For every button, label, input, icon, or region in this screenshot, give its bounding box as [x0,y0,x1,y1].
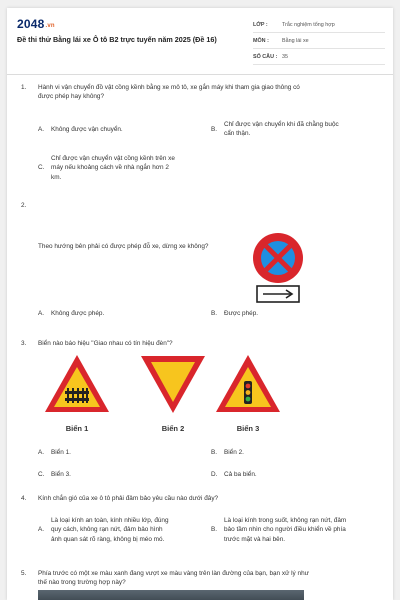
answer-option-b[interactable]: B. Được phép. [211,310,259,317]
question-number: 5. [21,570,27,577]
green-light [246,397,251,402]
sign-1-caption: Biển 1 [65,424,89,433]
answer-option-a[interactable]: A. Không được vận chuyển. [38,126,123,133]
answer-option-a[interactable]: A. Không được phép. [38,310,105,317]
exam-title: Đề thi thử Bằng lái xe Ô tô B2 trực tuyến năm 2025 (Đề 16) [17,35,217,44]
site-logo[interactable]: 2048.vn [17,17,55,31]
sign-2-give-way [138,352,208,416]
exam-header [7,8,393,70]
meta-class: LỚP : Trắc nghiệm tổng hợp [253,17,385,33]
question-text: Theo hướng bên phải có được phép đỗ xe, dừng xe không? [38,243,209,250]
question-text: Kính chắn gió của xe ô tô phải đảm bảo yêu cầu nào dưới đây? [38,495,219,502]
meta-question-count: SỐ CÂU : 35 [253,49,385,65]
sign-2-caption: Biển 2 [161,424,185,433]
answer-option-d[interactable]: D. Cả ba biển. [211,471,257,478]
barrier-post [86,388,88,403]
answer-option-c[interactable]: C. Chỉ được vận chuyển vật cồng kềnh trên xe máy nếu khoảng cách về nhà ngắn hơn 2 km. [38,155,175,181]
question-number: 3. [21,340,27,347]
meta-subject: MÔN : Bằng lái xe [253,33,385,49]
sign-3-caption: Biển 3 [236,424,260,433]
header-divider [7,74,393,75]
answer-option-a[interactable]: A. Biển 1. [38,449,71,456]
question-5-road-photo [38,590,304,600]
answer-option-a[interactable]: A. Là loại kính an toàn, kính nhiều lớp, đúng quy cách, không rạn nứt, đảm bảo hình ảnh quan sát rõ ràng, không bị méo mó. [38,517,169,543]
answer-option-b[interactable]: B. Là loại kính trong suốt, không rạn nứt, đảm bảo tầm nhìn cho người điều khiển về phía trước mặt và hai bên. [211,517,347,543]
sign-3-traffic-signal [213,352,283,416]
sign-1-railway-crossing [42,352,112,416]
barrier-post [77,388,79,403]
question-text: Phía trước có một xe màu xanh đang vượt xe màu vàng trên làn đường của bạn, bạn xử lý như thế nào trong trường hợp này? [38,570,309,587]
barrier-post [82,388,84,403]
exam-page [7,8,393,600]
barrier-post [72,388,74,403]
no-parking-sign [250,230,306,306]
amber-light [246,390,251,395]
question-number: 1. [21,84,27,91]
red-light [246,384,251,389]
question-number: 2. [21,202,27,209]
barrier-post [67,388,69,403]
question-text: Hành vi vận chuyển đồ vật cồng kềnh bằng xe mô tô, xe gắn máy khi tham gia giao thông có được phép hay không? [38,84,300,101]
exam-meta [253,17,385,65]
question-text: Biển nào báo hiệu "Giao nhau có tín hiệu đèn"? [38,340,173,347]
answer-option-c[interactable]: C. Biển 3. [38,471,71,478]
answer-option-b[interactable]: B. Chỉ được vận chuyển khi đã chằng buộc cẩn thận. [211,121,339,138]
answer-option-b[interactable]: B. Biển 2. [211,449,244,456]
question-number: 4. [21,495,27,502]
